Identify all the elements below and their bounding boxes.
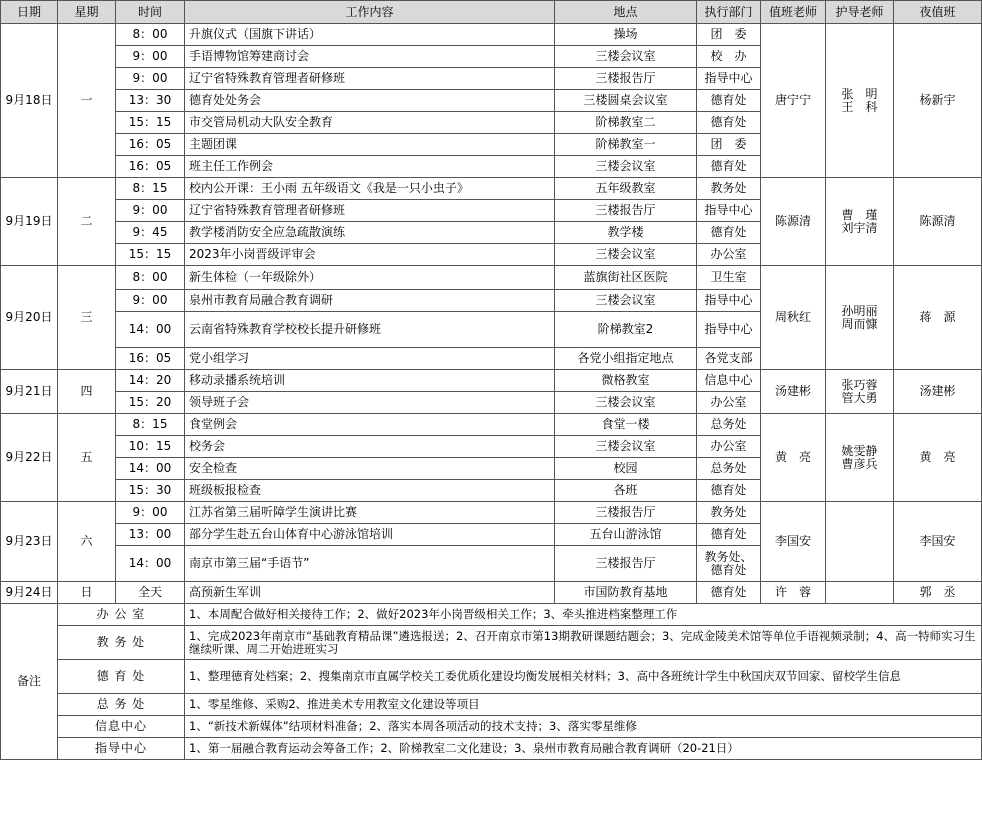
item-content: 辽宁省特殊教育管理者研修班 bbox=[185, 200, 555, 222]
note-row bbox=[1, 716, 982, 738]
day-night-duty: 陈源清 bbox=[894, 178, 982, 266]
item-time: 全天 bbox=[116, 582, 185, 604]
note-row bbox=[1, 604, 982, 626]
day-weekday: 六 bbox=[58, 502, 116, 582]
item-time: 8：00 bbox=[116, 266, 185, 290]
item-time: 14：00 bbox=[116, 458, 185, 480]
notes-label: 备注 bbox=[1, 604, 58, 760]
item-content: 食堂例会 bbox=[185, 414, 555, 436]
item-time: 9：00 bbox=[116, 46, 185, 68]
item-place: 五台山游泳馆 bbox=[555, 524, 697, 546]
item-time: 9：00 bbox=[116, 68, 185, 90]
header-guard-teacher: 护导老师 bbox=[826, 1, 894, 24]
item-time: 9：45 bbox=[116, 222, 185, 244]
item-content: 市交管局机动大队安全教育 bbox=[185, 112, 555, 134]
schedule-row bbox=[1, 24, 982, 46]
item-time: 16：05 bbox=[116, 134, 185, 156]
item-content: 班主任工作例会 bbox=[185, 156, 555, 178]
item-content: 领导班子会 bbox=[185, 392, 555, 414]
item-place: 三楼会议室 bbox=[555, 46, 697, 68]
item-time: 10：15 bbox=[116, 436, 185, 458]
item-dept: 总务处 bbox=[697, 458, 761, 480]
header-content: 工作内容 bbox=[185, 1, 555, 24]
schedule-row bbox=[1, 178, 982, 200]
item-content: 安全检查 bbox=[185, 458, 555, 480]
note-row bbox=[1, 694, 982, 716]
note-dept: 指导中心 bbox=[58, 738, 185, 760]
item-dept: 指导中心 bbox=[697, 290, 761, 312]
item-dept: 各党支部 bbox=[697, 348, 761, 370]
item-dept: 信息中心 bbox=[697, 370, 761, 392]
item-time: 15：30 bbox=[116, 480, 185, 502]
item-place: 三楼会议室 bbox=[555, 290, 697, 312]
day-guard-teacher: 姚雯静 曹彦兵 bbox=[826, 414, 894, 502]
day-date: 9月18日 bbox=[1, 24, 58, 178]
schedule-row bbox=[1, 582, 982, 604]
day-date: 9月24日 bbox=[1, 582, 58, 604]
notes-body bbox=[1, 604, 982, 760]
item-time: 13：30 bbox=[116, 90, 185, 112]
header-time: 时间 bbox=[116, 1, 185, 24]
note-dept: 办 公 室 bbox=[58, 604, 185, 626]
item-dept: 办公室 bbox=[697, 244, 761, 266]
item-place: 各班 bbox=[555, 480, 697, 502]
item-content: 移动录播系统培训 bbox=[185, 370, 555, 392]
item-dept: 校 办 bbox=[697, 46, 761, 68]
item-time: 15：15 bbox=[116, 244, 185, 266]
item-dept: 指导中心 bbox=[697, 200, 761, 222]
schedule-row bbox=[1, 502, 982, 524]
item-place: 教学楼 bbox=[555, 222, 697, 244]
day-night-duty: 杨新宇 bbox=[894, 24, 982, 178]
day-guard-teacher: 孙明丽 周而慷 bbox=[826, 266, 894, 370]
header-place: 地点 bbox=[555, 1, 697, 24]
item-dept: 教务处、德育处 bbox=[697, 546, 761, 582]
item-place: 校园 bbox=[555, 458, 697, 480]
day-duty-teacher: 陈源清 bbox=[761, 178, 826, 266]
day-date: 9月22日 bbox=[1, 414, 58, 502]
item-content: 党小组学习 bbox=[185, 348, 555, 370]
item-place: 操场 bbox=[555, 24, 697, 46]
item-place: 市国防教育基地 bbox=[555, 582, 697, 604]
item-place: 三楼会议室 bbox=[555, 156, 697, 178]
note-text: 1、完成2023年南京市“基础教育精品课”遴选报送；2、召开南京市第13期教研课题结题会；3、完成金陵美术馆等单位手语视频录制；4、高一特师实习生继续听课、周二开始进班实习 bbox=[185, 626, 982, 660]
item-time: 9：00 bbox=[116, 200, 185, 222]
note-dept: 总 务 处 bbox=[58, 694, 185, 716]
day-duty-teacher: 黄 亮 bbox=[761, 414, 826, 502]
item-time: 8：15 bbox=[116, 414, 185, 436]
item-dept: 教务处 bbox=[697, 178, 761, 200]
item-place: 各党小组指定地点 bbox=[555, 348, 697, 370]
item-place: 三楼报告厅 bbox=[555, 68, 697, 90]
item-place: 三楼会议室 bbox=[555, 392, 697, 414]
day-weekday: 五 bbox=[58, 414, 116, 502]
item-time: 9：00 bbox=[116, 290, 185, 312]
item-dept: 指导中心 bbox=[697, 68, 761, 90]
item-dept: 办公室 bbox=[697, 392, 761, 414]
note-text: 1、零星维修、采购2、推进美术专用教室文化建设等项目 bbox=[185, 694, 982, 716]
day-guard-teacher: 曹 瑾 刘宇清 bbox=[826, 178, 894, 266]
schedule-row bbox=[1, 266, 982, 290]
day-date: 9月21日 bbox=[1, 370, 58, 414]
item-content: 德育处处务会 bbox=[185, 90, 555, 112]
item-time: 9：00 bbox=[116, 502, 185, 524]
note-row bbox=[1, 626, 982, 660]
item-dept: 德育处 bbox=[697, 222, 761, 244]
schedule-body bbox=[1, 24, 982, 604]
item-place: 五年级教室 bbox=[555, 178, 697, 200]
item-place: 阶梯教室二 bbox=[555, 112, 697, 134]
item-place: 蓝旗街社区医院 bbox=[555, 266, 697, 290]
day-duty-teacher: 汤建彬 bbox=[761, 370, 826, 414]
item-place: 阶梯教室一 bbox=[555, 134, 697, 156]
item-content: 教学楼消防安全应急疏散演练 bbox=[185, 222, 555, 244]
day-guard-teacher: 张巧蓉 管大勇 bbox=[826, 370, 894, 414]
item-dept: 德育处 bbox=[697, 112, 761, 134]
item-place: 三楼报告厅 bbox=[555, 546, 697, 582]
schedule-row bbox=[1, 414, 982, 436]
note-row bbox=[1, 738, 982, 760]
item-content: 高预新生军训 bbox=[185, 582, 555, 604]
day-weekday: 四 bbox=[58, 370, 116, 414]
day-duty-teacher: 周秋红 bbox=[761, 266, 826, 370]
item-time: 14：20 bbox=[116, 370, 185, 392]
item-place: 三楼报告厅 bbox=[555, 200, 697, 222]
item-content: 升旗仪式（国旗下讲话） bbox=[185, 24, 555, 46]
note-text: 1、“新技术新媒体”结项材料准备；2、落实本周各项活动的技术支持；3、落实零星维修 bbox=[185, 716, 982, 738]
header-dept: 执行部门 bbox=[697, 1, 761, 24]
item-dept: 德育处 bbox=[697, 156, 761, 178]
item-content: 班级板报检查 bbox=[185, 480, 555, 502]
day-weekday: 三 bbox=[58, 266, 116, 370]
item-dept: 德育处 bbox=[697, 582, 761, 604]
day-duty-teacher: 唐宁宁 bbox=[761, 24, 826, 178]
item-dept: 总务处 bbox=[697, 414, 761, 436]
item-time: 15：20 bbox=[116, 392, 185, 414]
item-place: 微格教室 bbox=[555, 370, 697, 392]
item-dept: 德育处 bbox=[697, 480, 761, 502]
day-guard-teacher bbox=[826, 502, 894, 582]
day-weekday: 一 bbox=[58, 24, 116, 178]
header-duty-teacher: 值班老师 bbox=[761, 1, 826, 24]
header-weekday: 星期 bbox=[58, 1, 116, 24]
note-text: 1、本周配合做好相关接待工作；2、做好2023年小岗晋级相关工作；3、牵头推进档案整理工作 bbox=[185, 604, 982, 626]
item-place: 三楼会议室 bbox=[555, 244, 697, 266]
item-time: 8：00 bbox=[116, 24, 185, 46]
day-night-duty: 蒋 源 bbox=[894, 266, 982, 370]
item-time: 16：05 bbox=[116, 156, 185, 178]
item-place: 三楼会议室 bbox=[555, 436, 697, 458]
note-row bbox=[1, 660, 982, 694]
day-weekday: 日 bbox=[58, 582, 116, 604]
item-time: 15：15 bbox=[116, 112, 185, 134]
item-content: 校内公开课：王小雨 五年级语文《我是一只小虫子》 bbox=[185, 178, 555, 200]
item-dept: 团 委 bbox=[697, 24, 761, 46]
item-content: 2023年小岗晋级评审会 bbox=[185, 244, 555, 266]
item-time: 14：00 bbox=[116, 546, 185, 582]
item-place: 三楼报告厅 bbox=[555, 502, 697, 524]
day-night-duty: 郭 丞 bbox=[894, 582, 982, 604]
item-content: 主题团课 bbox=[185, 134, 555, 156]
day-guard-teacher bbox=[826, 582, 894, 604]
item-dept: 卫生室 bbox=[697, 266, 761, 290]
item-dept: 德育处 bbox=[697, 524, 761, 546]
item-content: 校务会 bbox=[185, 436, 555, 458]
day-weekday: 二 bbox=[58, 178, 116, 266]
item-place: 食堂一楼 bbox=[555, 414, 697, 436]
item-content: 南京市第三届“手语节” bbox=[185, 546, 555, 582]
day-night-duty: 黄 亮 bbox=[894, 414, 982, 502]
schedule-row bbox=[1, 370, 982, 392]
item-time: 14：00 bbox=[116, 312, 185, 348]
item-dept: 团 委 bbox=[697, 134, 761, 156]
day-date: 9月23日 bbox=[1, 502, 58, 582]
header-row bbox=[1, 1, 982, 24]
item-dept: 德育处 bbox=[697, 90, 761, 112]
item-content: 江苏省第三届听障学生演讲比赛 bbox=[185, 502, 555, 524]
header-night-duty: 夜值班 bbox=[894, 1, 982, 24]
item-time: 13：00 bbox=[116, 524, 185, 546]
item-time: 16：05 bbox=[116, 348, 185, 370]
item-dept: 指导中心 bbox=[697, 312, 761, 348]
day-night-duty: 汤建彬 bbox=[894, 370, 982, 414]
item-content: 泉州市教育局融合教育调研 bbox=[185, 290, 555, 312]
note-text: 1、整理德育处档案；2、搜集南京市直属学校关工委优质化建设均衡发展相关材料；3、高中各班统计学生中秋国庆双节回家、留校学生信息 bbox=[185, 660, 982, 694]
header-date: 日期 bbox=[1, 1, 58, 24]
note-dept: 信息中心 bbox=[58, 716, 185, 738]
item-content: 新生体检（一年级除外） bbox=[185, 266, 555, 290]
item-content: 手语博物馆筹建商讨会 bbox=[185, 46, 555, 68]
day-night-duty: 李国安 bbox=[894, 502, 982, 582]
item-time: 8：15 bbox=[116, 178, 185, 200]
day-duty-teacher: 李国安 bbox=[761, 502, 826, 582]
day-guard-teacher: 张 明 王 科 bbox=[826, 24, 894, 178]
note-dept: 教 务 处 bbox=[58, 626, 185, 660]
day-duty-teacher: 许 蓉 bbox=[761, 582, 826, 604]
item-content: 辽宁省特殊教育管理者研修班 bbox=[185, 68, 555, 90]
item-dept: 办公室 bbox=[697, 436, 761, 458]
item-content: 云南省特殊教育学校校长提升研修班 bbox=[185, 312, 555, 348]
day-date: 9月19日 bbox=[1, 178, 58, 266]
item-place: 阶梯教室2 bbox=[555, 312, 697, 348]
note-text: 1、第一届融合教育运动会筹备工作；2、阶梯教室二文化建设；3、泉州市教育局融合教育调研（20-21日） bbox=[185, 738, 982, 760]
item-place: 三楼圆桌会议室 bbox=[555, 90, 697, 112]
item-dept: 教务处 bbox=[697, 502, 761, 524]
day-date: 9月20日 bbox=[1, 266, 58, 370]
note-dept: 德 育 处 bbox=[58, 660, 185, 694]
item-content: 部分学生赴五台山体育中心游泳馆培训 bbox=[185, 524, 555, 546]
